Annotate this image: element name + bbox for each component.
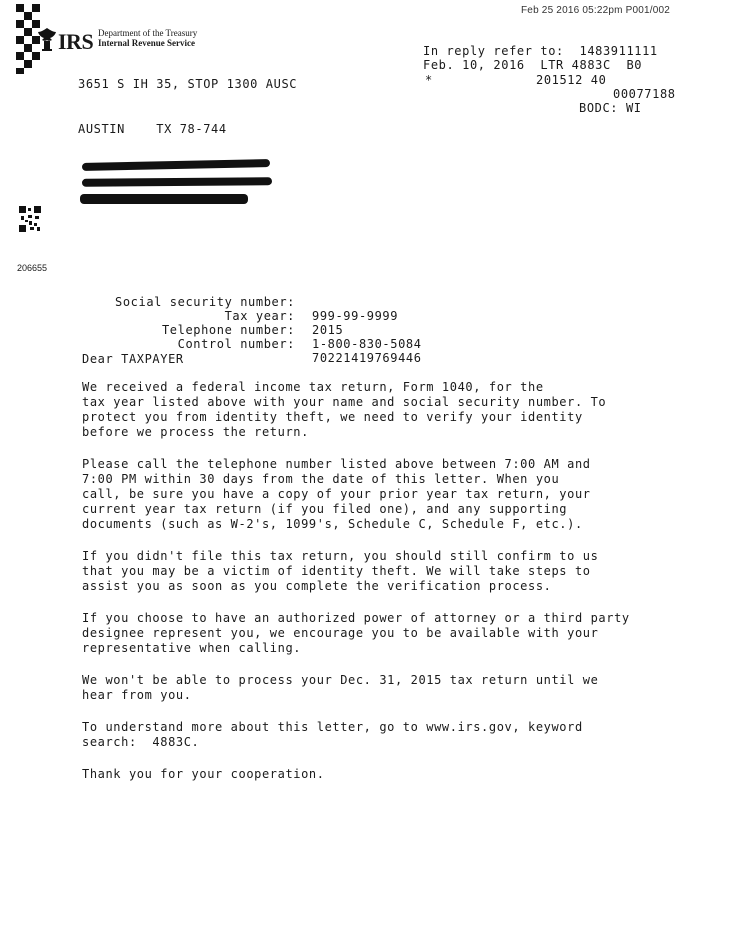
redacted-address-line-2 [82,177,272,187]
letter-date-line: Feb. 10, 2016 LTR 4883C B0 [423,58,643,72]
info-value-tax-year: 2015 [312,323,344,337]
paragraph-verification: We received a federal income tax return, Form 1040, for the tax year listed above with your name and social security number. To protect you from identity theft, we need to verify your identity before we process the return. [82,380,607,439]
info-value-control: 70221419769446 [312,351,422,365]
info-label-ssn: Social security number: [115,295,295,309]
dept-line-1: Department of the Treasury [98,28,198,38]
info-value-telephone: 1-800-830-5084 [312,337,422,351]
paragraph-thank-you: Thank you for your cooperation. [82,767,325,781]
redacted-address-line-3 [80,194,248,204]
reply-refer-line: In reply refer to: 1483911111 [423,44,658,58]
irs-wordmark: IRS [58,29,94,54]
address-line-1: 3651 S IH 35, STOP 1300 AUSC [78,77,298,91]
reference-star: * [425,73,433,87]
paragraph-more-info: To understand more about this letter, go to www.irs.gov, keyword search: 4883C. [82,720,583,749]
paragraph-representative: If you choose to have an authorized power of attorney or a third party designee represent you, we encourage you to be available with your representative when calling. [82,611,630,655]
info-label-telephone: Telephone number: [161,323,295,337]
letter-body [82,380,702,782]
fax-header: Feb 25 2016 05:22pm P001/002 [521,5,671,16]
paragraph-identity-theft: If you didn't file this tax return, you should still confirm to us that you may be a victim of identity theft. We will take steps to assist you as soon as you complete the verification process. [82,549,599,593]
bodc-line: BODC: WI [579,101,642,115]
reference-number-line: 00077188 [613,87,676,101]
reference-code-line: 201512 40 [536,73,607,87]
info-row-control [0,323,735,379]
salutation: Dear TAXPAYER [82,352,184,366]
info-label-control: Control number: [177,337,295,351]
dept-line-2: Internal Revenue Service [98,38,195,48]
department-name [98,28,197,48]
info-value-ssn: 999-99-9999 [312,309,399,323]
document-number: 206655 [17,263,48,273]
paragraph-processing: We won't be able to process your Dec. 31, 2015 tax return until we hear from you. [82,673,599,702]
paragraph-call-instructions: Please call the telephone number listed above between 7:00 AM and 7:00 PM within 30 days from the date of this letter. When you call, be sure you have a copy of your prior year tax return, your current year tax return (if you filed one), and any supporting documents (such as W-2's, 1099's, Schedule C, Schedule F, etc.). [82,457,591,531]
reference-block [423,44,723,124]
info-label-tax-year: Tax year: [224,309,295,323]
sender-address [78,47,297,152]
address-line-2: AUSTIN TX 78-744 [78,122,227,136]
redacted-address-line-1 [82,159,270,171]
irs-eagle-logo-icon [36,26,58,52]
qr-code-icon [19,206,41,232]
